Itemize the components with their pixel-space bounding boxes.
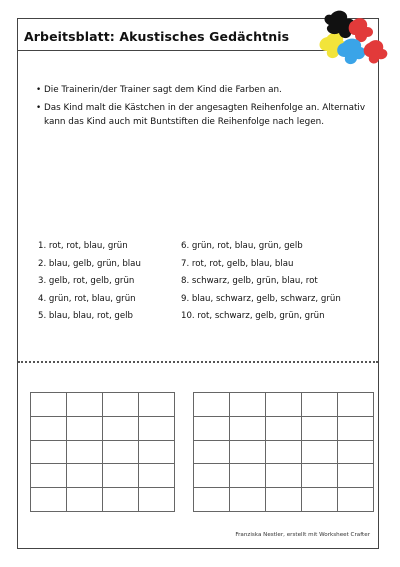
- sequence-item: 2. blau, gelb, grün, blau: [38, 258, 141, 269]
- sequence-item: 9. blau, schwarz, gelb, schwarz, grün: [181, 293, 341, 304]
- grid-cell[interactable]: [230, 393, 266, 417]
- grid-cell[interactable]: [103, 488, 139, 512]
- grid-cell[interactable]: [31, 393, 67, 417]
- grid-cell[interactable]: [266, 488, 302, 512]
- sequence-list-right: [181, 238, 341, 326]
- grid-cell[interactable]: [266, 416, 302, 440]
- grid-cell[interactable]: [266, 393, 302, 417]
- grid-cell[interactable]: [31, 416, 67, 440]
- footer-credit: Franziska Nestler, erstellt mit Worksheet Crafter: [235, 532, 370, 538]
- red-splash-icon: [349, 18, 373, 42]
- grid-cell[interactable]: [194, 393, 230, 417]
- grid-cell[interactable]: [139, 440, 175, 464]
- sequence-item: 8. schwarz, gelb, grün, blau, rot: [181, 276, 318, 287]
- coloring-grid-left: [30, 392, 175, 512]
- coloring-grid-right: [193, 392, 374, 512]
- sequence-item: 3. gelb, rot, gelb, grün: [38, 276, 135, 287]
- grid-cell[interactable]: [302, 416, 338, 440]
- grid-cell[interactable]: [194, 440, 230, 464]
- cut-line: [18, 361, 378, 363]
- sequence-item: 10. rot, schwarz, gelb, grün, grün: [181, 311, 325, 322]
- sequence-list-left: [38, 238, 141, 326]
- sequence-item: 4. grün, rot, blau, grün: [38, 293, 136, 304]
- instruction-item: [36, 101, 366, 129]
- grid-cell[interactable]: [103, 440, 139, 464]
- grid-cell[interactable]: [67, 393, 103, 417]
- instruction-text: Das Kind malt die Kästchen in der angesagten Reihenfolge an. Alternativ kann das Kind auch mit Buntstiften die Reihenfolge nach legen.: [44, 103, 366, 127]
- grid-cell[interactable]: [230, 416, 266, 440]
- sequence-item: 7. rot, rot, gelb, blau, blau: [181, 258, 294, 269]
- grid-cell[interactable]: [103, 393, 139, 417]
- grid-cell[interactable]: [67, 464, 103, 488]
- grid-cell[interactable]: [338, 393, 374, 417]
- grid-cell[interactable]: [67, 440, 103, 464]
- header: [18, 19, 378, 51]
- grid-cell[interactable]: [302, 488, 338, 512]
- grid-cell[interactable]: [302, 464, 338, 488]
- grid-cell[interactable]: [194, 416, 230, 440]
- bullet: •: [36, 85, 42, 95]
- sequence-item: 6. grün, rot, blau, grün, gelb: [181, 241, 303, 251]
- grid-cell[interactable]: [103, 464, 139, 488]
- grid-cell[interactable]: [31, 440, 67, 464]
- grid-cell[interactable]: [230, 464, 266, 488]
- grid-cell[interactable]: [302, 393, 338, 417]
- instruction-item: [36, 83, 366, 97]
- grid-cell[interactable]: [139, 393, 175, 417]
- instruction-text: Die Trainerin/der Trainer sagt dem Kind die Farben an.: [44, 85, 282, 95]
- grid-cell[interactable]: [194, 488, 230, 512]
- bullet: •: [36, 103, 42, 113]
- grid-cell[interactable]: [67, 416, 103, 440]
- sequence-item: 1. rot, rot, blau, grün: [38, 241, 128, 251]
- grid-cell[interactable]: [302, 440, 338, 464]
- sequence-item: 5. blau, blau, rot, gelb: [38, 311, 133, 322]
- grid-cell[interactable]: [338, 464, 374, 488]
- grid-cell[interactable]: [230, 440, 266, 464]
- grid-cell[interactable]: [338, 440, 374, 464]
- grid-cell[interactable]: [230, 488, 266, 512]
- red-splash-icon: [364, 40, 388, 63]
- grid-cell[interactable]: [338, 416, 374, 440]
- grid-cell[interactable]: [139, 416, 175, 440]
- grid-cell[interactable]: [139, 464, 175, 488]
- worksheet-frame: [17, 18, 379, 549]
- grid-cell[interactable]: [67, 488, 103, 512]
- page-title: Arbeitsblatt: Akustisches Gedächtnis: [24, 29, 290, 44]
- grid-cell[interactable]: [338, 488, 374, 512]
- instructions: [36, 83, 366, 133]
- grid-cell[interactable]: [266, 440, 302, 464]
- grid-cell[interactable]: [266, 464, 302, 488]
- grid-cell[interactable]: [139, 488, 175, 512]
- grid-cell[interactable]: [194, 464, 230, 488]
- paint-splash-logo: [309, 7, 391, 71]
- grid-cell[interactable]: [31, 488, 67, 512]
- grid-cell[interactable]: [31, 464, 67, 488]
- grid-cell[interactable]: [103, 416, 139, 440]
